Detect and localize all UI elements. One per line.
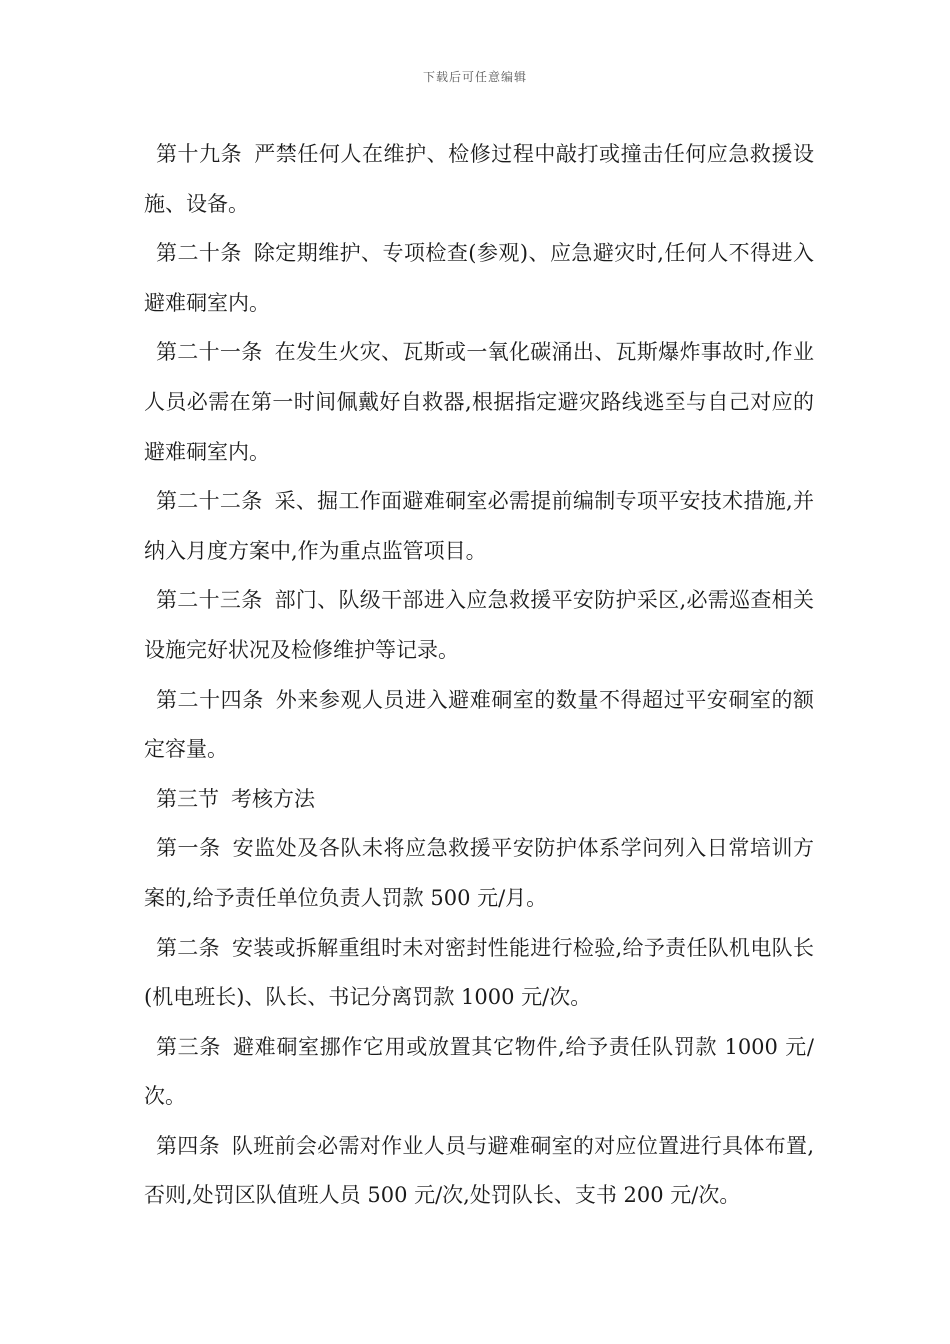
- article-label: 第二十二条: [156, 489, 263, 514]
- article-text: 部门、队级干部进入应急救援平安防护采区,必需巡查相关设施完好状况及检修维护等记录。: [144, 588, 814, 662]
- article-label: 第十九条: [156, 142, 243, 166]
- article-paragraph: [144, 924, 814, 1023]
- section-label: 第三节: [156, 786, 219, 811]
- section-title: 考核方法: [231, 786, 315, 811]
- article-paragraph: [144, 576, 814, 675]
- article-label: 第二十条: [156, 241, 242, 266]
- article-paragraph: [144, 676, 814, 775]
- article-paragraph: [144, 824, 814, 923]
- section-heading: [144, 775, 814, 825]
- article-text: 采、掘工作面避难硐室必需提前编制专项平安技术措施,并纳入月度方案中,作为重点监管项目。: [144, 489, 814, 563]
- article-text: 安装或拆解重组时未对密封性能进行检验,给予责任队机电队长(机电班长)、队长、书记分离罚款 1000 元/次。: [144, 935, 814, 1010]
- article-paragraph: [144, 229, 814, 328]
- article-text: 在发生火灾、瓦斯或一氧化碳涌出、瓦斯爆炸事故时,作业人员必需在第一时间佩戴好自救器,根据指定避灾路线逃至与自己对应的避难硐室内。: [144, 340, 814, 464]
- article-text: 严禁任何人在维护、检修过程中敲打或撞击任何应急救援设施、设备。: [144, 142, 815, 216]
- article-label: 第四条: [156, 1133, 220, 1158]
- article-paragraph: [144, 130, 814, 229]
- article-text: 避难硐室挪作它用或放置其它物件,给予责任队罚款 1000 元/次。: [144, 1034, 814, 1109]
- article-paragraph: [144, 1023, 814, 1122]
- article-text: 队班前会必需对作业人员与避难硐室的对应位置进行具体布置,否则,处罚区队值班人员 500 元/次,处罚队长、支书 200 元/次。: [144, 1133, 814, 1208]
- article-text: 安监处及各队未将应急救援平安防护体系学问列入日常培训方案的,给予责任单位负责人罚款 500 元/月。: [144, 836, 814, 910]
- article-label: 第三条: [156, 1034, 222, 1059]
- article-paragraph: [144, 328, 814, 477]
- article-paragraph: [144, 477, 814, 576]
- page-header: 下载后可任意编辑: [422, 70, 527, 84]
- article-text: 除定期维护、专项检查(参观)、应急避灾时,任何人不得进入避难硐室内。: [144, 241, 815, 315]
- article-text: 外来参观人员进入避难硐室的数量不得超过平安硐室的额定容量。: [144, 687, 815, 762]
- document-body: [144, 130, 814, 1221]
- article-label: 第二十四条: [156, 687, 264, 712]
- article-paragraph: [144, 1122, 814, 1221]
- article-label: 第二十一条: [156, 340, 263, 365]
- article-label: 第二十三条: [156, 588, 263, 613]
- article-label: 第一条: [156, 836, 221, 861]
- article-label: 第二条: [156, 935, 220, 960]
